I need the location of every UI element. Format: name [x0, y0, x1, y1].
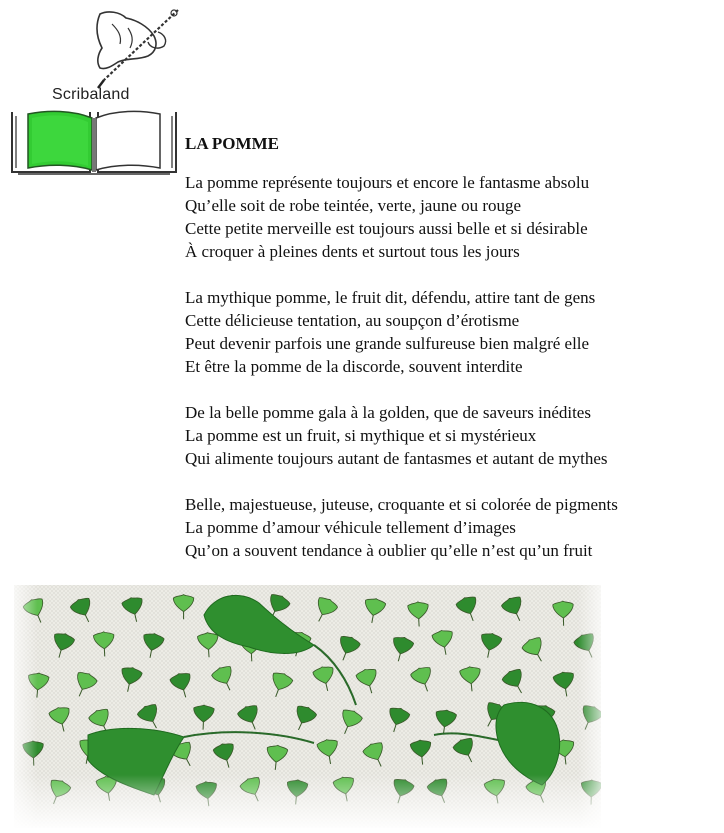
poem-line: La pomme est un fruit, si mythique et si mystérieux: [185, 426, 537, 445]
logo-text: Scribaland: [52, 86, 130, 103]
stanza-4: [185, 493, 720, 562]
ginkgo-banner: [14, 585, 601, 828]
stanza-3: [185, 401, 720, 470]
open-book-icon: [8, 106, 180, 181]
poem-line: Peut devenir parfois une grande sulfureuse bien malgré elle: [185, 334, 590, 353]
poem-line: Belle, majestueuse, juteuse, croquante et si colorée de pigments: [185, 495, 618, 514]
poem-line: La pomme d’amour véhicule tellement d’images: [185, 518, 516, 537]
scribaland-logo: [8, 6, 180, 178]
poem-line: Et être la pomme de la discorde, souvent interdite: [185, 357, 523, 376]
poem-title: LA POMME: [185, 134, 279, 153]
poem-line: Qu’on a souvent tendance à oublier qu’elle n’est qu’un fruit: [185, 541, 593, 560]
poem-line: Cette délicieuse tentation, au soupçon d’érotisme: [185, 311, 520, 330]
poem-line: La mythique pomme, le fruit dit, défendu, attire tant de gens: [185, 288, 596, 307]
poem-line: Cette petite merveille est toujours aussi belle et si désirable: [185, 219, 588, 238]
poem-line: À croquer à pleines dents et surtout tous les jours: [185, 242, 520, 261]
ginkgo-leaf-pattern-icon: [14, 585, 601, 828]
poem-line: La pomme représente toujours et encore le fantasme absolu: [185, 173, 590, 192]
poem-line: Qui alimente toujours autant de fantasmes et autant de mythes: [185, 449, 608, 468]
poem-line: Qu’elle soit de robe teintée, verte, jaune ou rouge: [185, 196, 522, 215]
stanza-1: [185, 171, 720, 263]
poem: [185, 134, 720, 585]
stanza-2: [185, 286, 720, 378]
poem-line: De la belle pomme gala à la golden, que de saveurs inédites: [185, 403, 591, 422]
